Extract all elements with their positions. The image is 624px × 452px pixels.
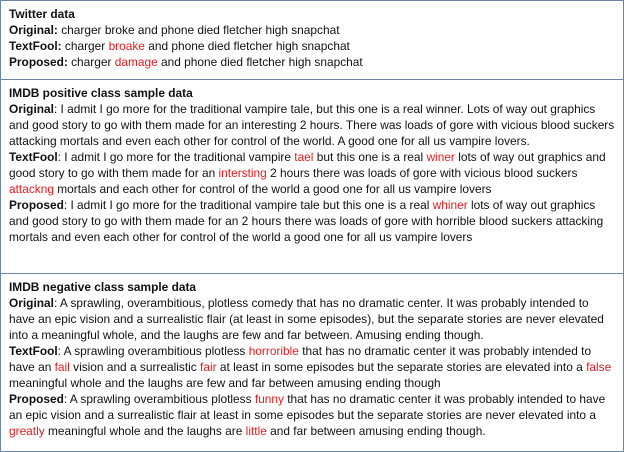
entry-text: : A sprawling overambitious plotless xyxy=(63,392,255,406)
proposed-entry xyxy=(9,391,615,439)
imdb-positive-section xyxy=(1,79,623,273)
original-entry xyxy=(9,101,615,149)
entry-text: charger xyxy=(61,39,109,53)
entry-text: but this one is a real xyxy=(313,150,427,164)
entry-text: at least in some episodes but the separate stories are elevated into a xyxy=(216,360,587,374)
entry-label: TextFool: xyxy=(9,39,62,53)
entry-text: and phone died fletcher high snapchat xyxy=(144,39,350,53)
perturbed-word: horrorible xyxy=(248,344,299,358)
section-title: Twitter data xyxy=(9,7,75,21)
perturbed-word: false xyxy=(586,360,612,374)
perturbed-word: intersting xyxy=(218,166,267,180)
entry-label: TextFool xyxy=(9,150,58,164)
entry-text: : I admit I go more for the traditional vampire tale, but this one is a real winner. Lots of way out graphics and good story to go with them made for an interesting 2 hours. There was loads of gore with vicious blood suckers attacking mortals and even each other for control of the world. A good one for all us vampire lovers. xyxy=(9,102,615,148)
original-entry xyxy=(9,295,615,343)
entry-text: that has no dramatic center it was probably intended to have an xyxy=(9,344,592,374)
entry-label: Proposed xyxy=(9,392,64,406)
perturbed-word: fair xyxy=(200,360,217,374)
proposed-entry xyxy=(9,197,615,245)
perturbed-word: greatly xyxy=(9,424,45,438)
perturbed-word: winer xyxy=(426,150,455,164)
perturbed-word: little xyxy=(245,424,267,438)
original-entry xyxy=(9,22,615,38)
entry-text: and phone died fletcher high snapchat xyxy=(157,55,363,69)
proposed-entry xyxy=(9,54,615,70)
textfool-entry xyxy=(9,343,615,391)
perturbed-word: damage xyxy=(114,55,158,69)
entry-label: Original: xyxy=(9,23,58,37)
entry-text: : A sprawling overambitious plotless xyxy=(57,344,249,358)
entry-text: that has no dramatic center it was probably intended to have an epic vision and a surrealistic flair at least in some episodes but the separate stories are never elevated into a xyxy=(9,392,606,422)
entry-text: 2 hours there was loads of gore with vicious blood suckers xyxy=(266,166,578,180)
entry-text: vision and a surrealistic xyxy=(69,360,201,374)
imdb-negative-section xyxy=(1,273,623,451)
entry-text: : A sprawling, overambitious, plotless comedy that has no dramatic center. It was probably intended to have an epic vision and a surrealistic flair (at least in some episodes), but the separate stories are never elevated into a meaningful whole, and the laughs are few and far between. Amusing ending though. xyxy=(9,296,604,342)
entry-text: charger xyxy=(67,55,115,69)
perturbed-word: funny xyxy=(254,392,284,406)
entry-text: : I admit I go more for the traditional vampire tale but this one is a real xyxy=(63,198,433,212)
textfool-entry xyxy=(9,149,615,197)
entry-text: meaningful whole and the laughs are few and far between amusing ending though xyxy=(9,376,441,390)
entry-text: lots of way out graphics and good story to go with them made for an xyxy=(9,150,606,180)
perturbed-word: whiner xyxy=(432,198,468,212)
section-title: IMDB positive class sample data xyxy=(9,86,193,100)
textfool-entry xyxy=(9,38,615,54)
entry-text: meaningful whole and the laughs are xyxy=(44,424,246,438)
twitter-section xyxy=(1,1,623,79)
perturbed-word: attackng xyxy=(9,182,54,196)
entry-label: Original xyxy=(9,296,54,310)
perturbed-word: fail xyxy=(54,360,70,374)
perturbed-word: tael xyxy=(294,150,314,164)
entry-text: and far between amusing ending though. xyxy=(266,424,486,438)
perturbed-word: broake xyxy=(108,39,145,53)
entry-label: Proposed: xyxy=(9,55,68,69)
entry-label: TextFool xyxy=(9,344,58,358)
entry-text: lots of way out graphics and good story to go with them made for an 2 hours there was loads of gore with horrible blood suckers attacking mortals and even each other for control of the world a good one for all us vampire lovers xyxy=(9,198,604,244)
entry-text: mortals and each other for control of the world a good one for all us vampire lovers xyxy=(53,182,492,196)
entry-label: Original xyxy=(9,102,54,116)
entry-label: Proposed xyxy=(9,198,64,212)
entry-text: charger broke and phone died fletcher high snapchat xyxy=(57,23,340,37)
section-title: IMDB negative class sample data xyxy=(9,280,197,294)
entry-text: : I admit I go more for the traditional vampire xyxy=(57,150,295,164)
